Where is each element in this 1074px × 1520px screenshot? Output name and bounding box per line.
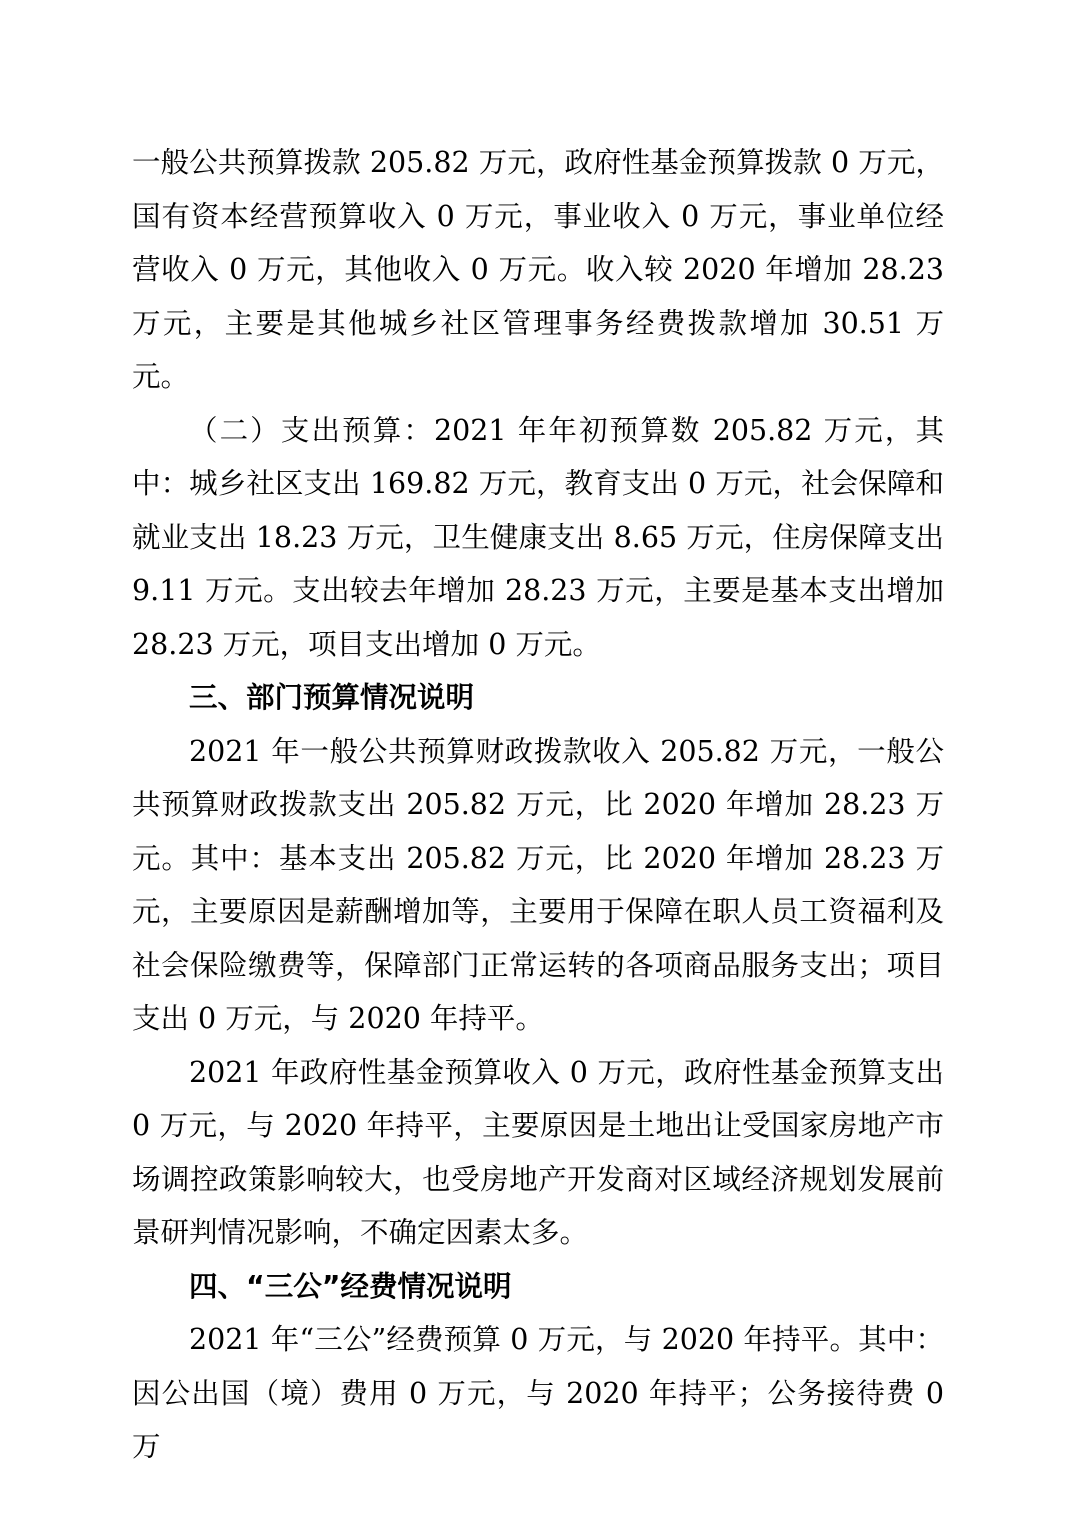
- paragraph-income-detail: 一般公共预算拨款 205.82 万元，政府性基金预算拨款 0 万元，国有资本经营预算收入 0 万元，事业收入 0 万元，事业单位经营收入 0 万元，其他收入 0 万元。收入较 2020 年增加 28.23 万元，主要是其他城乡社区管理事务经费拨款增加 30.51 万元。: [132, 146, 944, 393]
- section-heading-three-public: 四、“三公”经费情况说明: [189, 1269, 512, 1303]
- paragraph-government-fund: 2021 年政府性基金预算收入 0 万元，政府性基金预算支出 0 万元，与 2020 年持平，主要原因是土地出让受国家房地产市场调控政策影响较大，也受房地产开发商对区域经济规划发展前景研判情况影响，不确定因素太多。: [132, 1055, 944, 1249]
- document-body: [132, 136, 944, 1474]
- paragraph-three-public-budget: 2021 年“三公”经费预算 0 万元，与 2020 年持平。其中：因公出国（境）费用 0 万元，与 2020 年持平；公务接待费 0 万: [132, 1323, 944, 1463]
- paragraph-expenditure-budget: （二）支出预算：2021 年年初预算数 205.82 万元，其中：城乡社区支出 169.82 万元，教育支出 0 万元，社会保障和就业支出 18.23 万元，卫生健康支出 8.65 万元，住房保障支出 9.11 万元。支出较去年增加 28.23 万元，主要是基本支出增加 28.23 万元，项目支出增加 0 万元。: [132, 413, 944, 661]
- paragraph-general-budget: 2021 年一般公共预算财政拨款收入 205.82 万元，一般公共预算财政拨款支出 205.82 万元，比 2020 年增加 28.23 万元。其中：基本支出 205.82 万元，比 2020 年增加 28.23 万元，主要原因是薪酬增加等，主要用于保障在职人员工资福利及社会保险缴费等，保障部门正常运转的各项商品服务支出；项目支出 0 万元，与 2020 年持平。: [132, 734, 944, 1035]
- section-heading-department-budget: 三、部门预算情况说明: [189, 681, 475, 714]
